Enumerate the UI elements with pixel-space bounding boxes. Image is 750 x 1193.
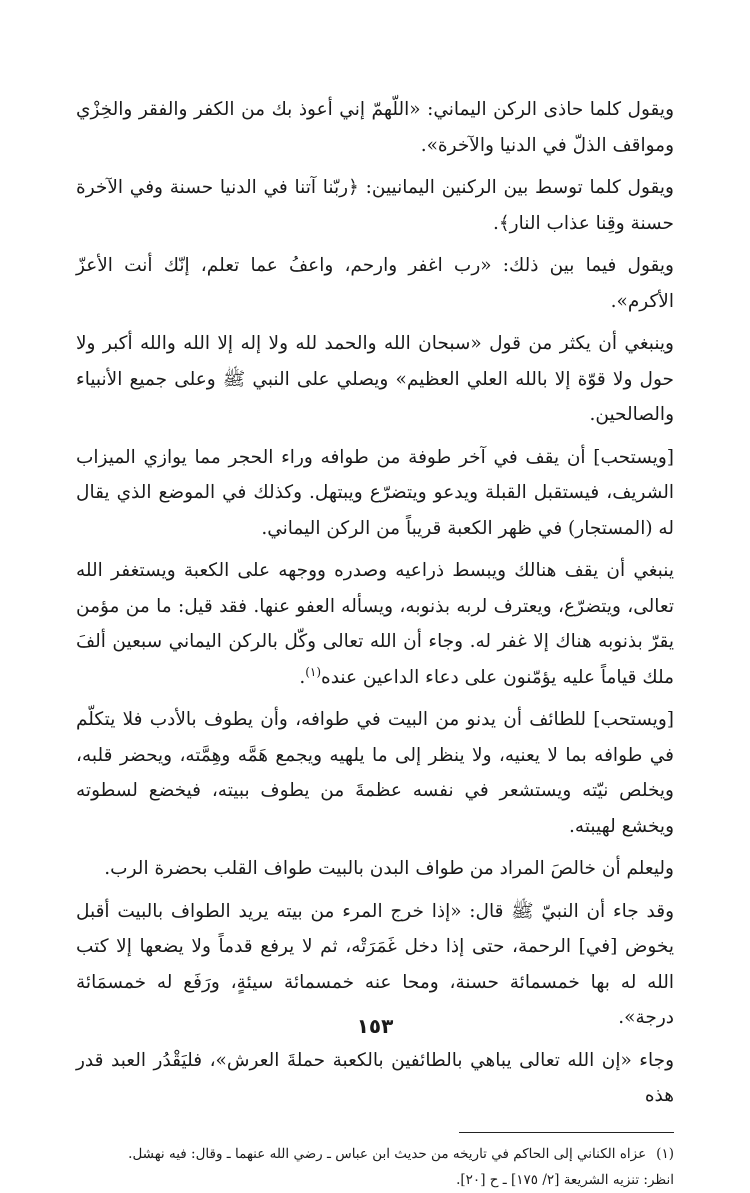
paragraph: وينبغي أن يكثر من قول «سبحان الله والحمد لله ولا إله إلا الله والله أكبر ولا حول ولا قوّة إلا بالله العلي العظيم» ويصلي على النبي ﷺ وعلى جميع الأنبياء والصالحين. — [76, 333, 674, 425]
paragraph: ويقول كلما توسط بين الركنين اليمانيين: ﴿ربّنا آتنا في الدنيا حسنة وفي الآخرة حسنة وقِنا عذاب النار﴾. — [76, 177, 674, 234]
page-number: ١٥٣ — [356, 1014, 394, 1038]
paragraph: وجاء «إن الله تعالى يباهي بالطائفين بالكعبة حملةَ العرش»، فليَقْدُر العبد قدر هذه — [76, 1049, 674, 1106]
paragraph-with-footnote — [76, 553, 674, 695]
paragraph-text: ينبغي أن يقف هنالك ويبسط ذراعيه وصدره ووجهه على الكعبة ويستغفر الله تعالى، ويتضرّع، ويعترف لربه بذنوبه، ويسأله العفو عنها. فقد قيل: ما من مؤمن يقرّ بذنوبه هناك إلا غفر له. وجاء أن الله تعالى وكّل بالركن اليماني سبعين ألفَ ملك قياماً عليه يؤمّنون على دعاء الداعين عنده — [76, 560, 674, 688]
sentence-end: . — [299, 666, 306, 688]
paragraph: [ويستحب] للطائف أن يدنو من البيت في طوافه، وأن يطوف بالأدب فلا يتكلّم في طوافه بما لا يعنيه، ولا ينظر إلى ما يلهيه ويجمع هَمَّه وهِمَّته، ويحضر قلبه، ويخلص نيّته ويستشعر في نفسه عظمةَ من يطوف ببيته، فيخضع لسطوته ويخشع لهيبته. — [76, 709, 674, 837]
footnote-source: انظر: تنزيه الشريعة [٢/ ١٧٥] ـ ح [٢٠]. — [456, 1171, 674, 1188]
paragraph: وقد جاء أن النبيّ ﷺ قال: «إذا خرج المرء من بيته يريد الطواف بالبيت أقبل يخوض [في] الرحمة، حتى إذا دخل غَمَرَتْه، ثم لا يرفع قدماً ولا يضعها إلا كتب الله له بها خمسمائة حسنة، ومحا عنه خمسمائة سيئةٍ، ورَفَع له خمسمَائة درجة». — [76, 900, 674, 1028]
main-text — [76, 92, 674, 1114]
footnote-reference[interactable]: (١) — [305, 664, 322, 679]
paragraph: ويقول فيما بين ذلك: «رب اغفر وارحم، واعفُ عما تعلم، إنّك أنت الأعزّ الأكرم». — [76, 255, 674, 312]
footnote-number: (١) — [656, 1145, 674, 1162]
paragraph: وليعلم أن خالصَ المراد من طواف البدن بالبيت طواف القلب بحضرة الرب. — [104, 858, 674, 879]
footnote-divider — [459, 1132, 674, 1133]
paragraph: [ويستحب] أن يقف في آخر طوفة من طوافه وراء الحجر مما يوازي الميزاب الشريف، فيستقبل القبلة ويدعو ويتضرّع ويبتهل. وكذلك في الموضع الذي يقال له (المستجار) في ظهر الكعبة قريباً من الركن اليماني. — [76, 446, 674, 539]
footnote-1 — [76, 1141, 674, 1167]
footnote-text: عزاه الكناني إلى الحاكم في تاريخه من حديث ابن عباس ـ رضي الله عنهما ـ وقال: فيه نهشل. — [128, 1145, 647, 1162]
paragraph: ويقول كلما حاذى الركن اليماني: «اللّهمّ إني أعوذ بك من الكفر والفقر والخِزْي ومواقف الذلّ في الدنيا والآخرة». — [76, 99, 674, 156]
